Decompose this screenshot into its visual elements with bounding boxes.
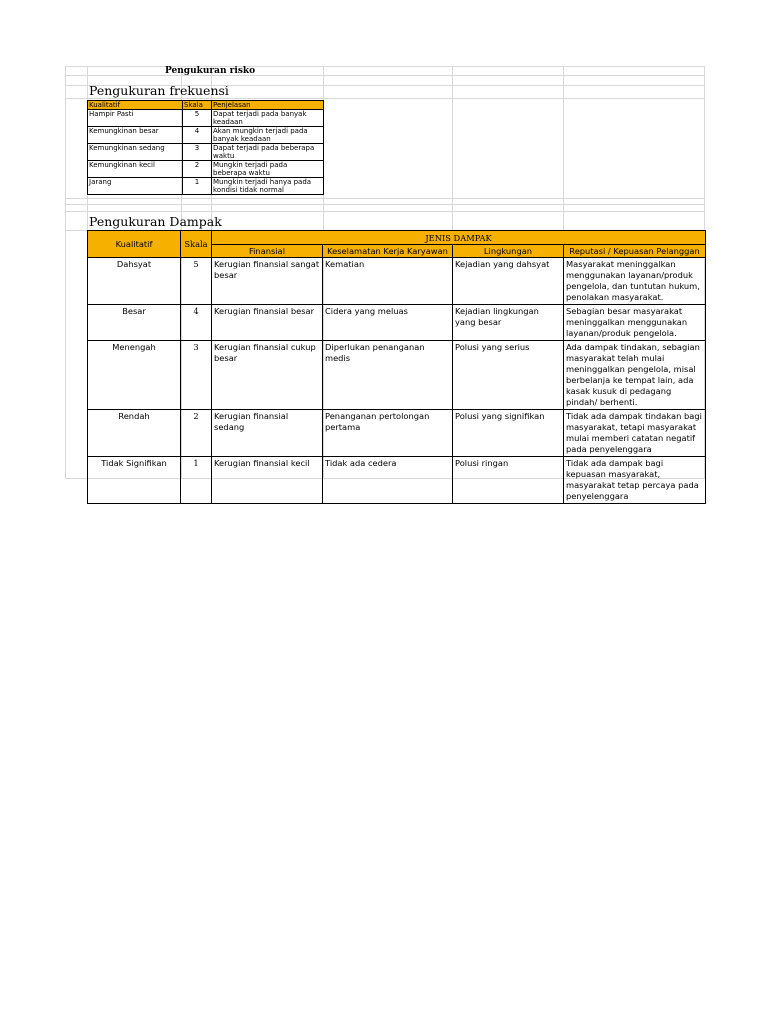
impact-kualitatif: Rendah xyxy=(88,410,181,457)
impact-reputasi: Ada dampak tindakan, sebagian masyarakat telah mulai meninggalkan pengelola, misal berbelanja ke tempat lain, ada kasak kusuk di pedagang pindah/ berhenti. xyxy=(564,341,706,410)
impact-keselamatan: Penanganan pertolongan pertama xyxy=(323,410,453,457)
impact-finansial: Kerugian finansial cukup besar xyxy=(212,341,323,410)
gridline-horizontal xyxy=(65,198,705,199)
gridline-horizontal xyxy=(65,204,705,205)
frequency-row xyxy=(88,161,324,178)
impact-keselamatan: Diperlukan penanganan medis xyxy=(323,341,453,410)
impact-header-reputasi: Reputasi / Kepuasan Pelanggan xyxy=(564,245,706,258)
impact-finansial: Kerugian finansial kecil xyxy=(212,457,323,504)
frequency-header-penjelasan: Penjelasan xyxy=(212,101,324,110)
impact-header-kualitatif: Kualitatif xyxy=(88,231,181,258)
impact-lingkungan: Polusi yang serius xyxy=(453,341,564,410)
impact-reputasi: Tidak ada dampak bagi kepuasan masyarakat, masyarakat tetap percaya pada penyelenggara xyxy=(564,457,706,504)
frequency-penjelasan: Akan mungkin terjadi pada banyak keadaan xyxy=(212,127,324,144)
impact-keselamatan: Kematian xyxy=(323,258,453,305)
impact-header-row xyxy=(88,231,706,245)
frequency-row xyxy=(88,144,324,161)
impact-skala: 2 xyxy=(181,410,212,457)
impact-finansial: Kerugian finansial sangat besar xyxy=(212,258,323,305)
page-title: Pengukuran risko xyxy=(165,66,256,76)
gridline-horizontal xyxy=(65,75,705,76)
frequency-penjelasan: Mungkin terjadi pada beberapa waktu xyxy=(212,161,324,178)
impact-finansial: Kerugian finansial besar xyxy=(212,305,323,341)
frequency-penjelasan: Dapat terjadi pada beberapa waktu xyxy=(212,144,324,161)
impact-keselamatan: Cidera yang meluas xyxy=(323,305,453,341)
impact-kualitatif: Tidak Signifikan xyxy=(88,457,181,504)
impact-row xyxy=(88,457,706,504)
frequency-header-skala: Skala xyxy=(183,101,212,110)
frequency-skala: 2 xyxy=(183,161,212,178)
impact-skala: 3 xyxy=(181,341,212,410)
impact-row xyxy=(88,305,706,341)
impact-kualitatif: Dahsyat xyxy=(88,258,181,305)
impact-skala: 5 xyxy=(181,258,212,305)
frequency-penjelasan: Dapat terjadi pada banyak keadaan xyxy=(212,110,324,127)
impact-row xyxy=(88,410,706,457)
impact-reputasi: Sebagian besar masyarakat meninggalkan menggunakan layanan/produk pengelola. xyxy=(564,305,706,341)
gridline-horizontal xyxy=(65,211,705,212)
impact-row xyxy=(88,341,706,410)
frequency-skala: 1 xyxy=(183,178,212,195)
frequency-row xyxy=(88,127,324,144)
frequency-section-title: Pengukuran frekuensi xyxy=(89,83,229,98)
impact-header-finansial: Finansial xyxy=(212,245,323,258)
impact-finansial: Kerugian finansial sedang xyxy=(212,410,323,457)
impact-reputasi: Masyarakat meninggalkan menggunakan layanan/produk pengelola, dan tuntutan hukum, penolakan masyarakat. xyxy=(564,258,706,305)
impact-lingkungan: Polusi yang signifikan xyxy=(453,410,564,457)
impact-lingkungan: Kejadian yang dahsyat xyxy=(453,258,564,305)
frequency-skala: 4 xyxy=(183,127,212,144)
frequency-kualitatif: Kemungkinan sedang xyxy=(88,144,183,161)
frequency-kualitatif: Kemungkinan kecil xyxy=(88,161,183,178)
frequency-row xyxy=(88,110,324,127)
impact-skala: 1 xyxy=(181,457,212,504)
frequency-table xyxy=(87,100,324,195)
frequency-skala: 5 xyxy=(183,110,212,127)
gridline-vertical xyxy=(65,66,66,478)
frequency-header-kualitatif: Kualitatif xyxy=(88,101,183,110)
impact-skala: 4 xyxy=(181,305,212,341)
gridline-horizontal xyxy=(65,66,705,67)
impact-lingkungan: Kejadian lingkungan yang besar xyxy=(453,305,564,341)
frequency-kualitatif: Hampir Pasti xyxy=(88,110,183,127)
impact-kualitatif: Besar xyxy=(88,305,181,341)
impact-reputasi: Tidak ada dampak tindakan bagi masyarakat, tetapi masyarakat mulai memberi catatan negatif pada penyelenggara xyxy=(564,410,706,457)
impact-table xyxy=(87,230,706,504)
impact-section-title: Pengukuran Dampak xyxy=(89,214,222,229)
frequency-kualitatif: Jarang xyxy=(88,178,183,195)
frequency-skala: 3 xyxy=(183,144,212,161)
impact-kualitatif: Menengah xyxy=(88,341,181,410)
impact-header-skala: Skala xyxy=(181,231,212,258)
frequency-penjelasan: Mungkin terjadi hanya pada kondisi tidak normal xyxy=(212,178,324,195)
impact-header-jenis-dampak: JENIS DAMPAK xyxy=(212,231,706,245)
impact-row xyxy=(88,258,706,305)
gridline-horizontal xyxy=(65,98,705,99)
frequency-row xyxy=(88,178,324,195)
impact-header-keselamatan: Keselamatan Kerja Karyawan xyxy=(323,245,453,258)
impact-keselamatan: Tidak ada cedera xyxy=(323,457,453,504)
frequency-header-row xyxy=(88,101,324,110)
frequency-kualitatif: Kemungkinan besar xyxy=(88,127,183,144)
impact-header-lingkungan: Lingkungan xyxy=(453,245,564,258)
impact-lingkungan: Polusi ringan xyxy=(453,457,564,504)
